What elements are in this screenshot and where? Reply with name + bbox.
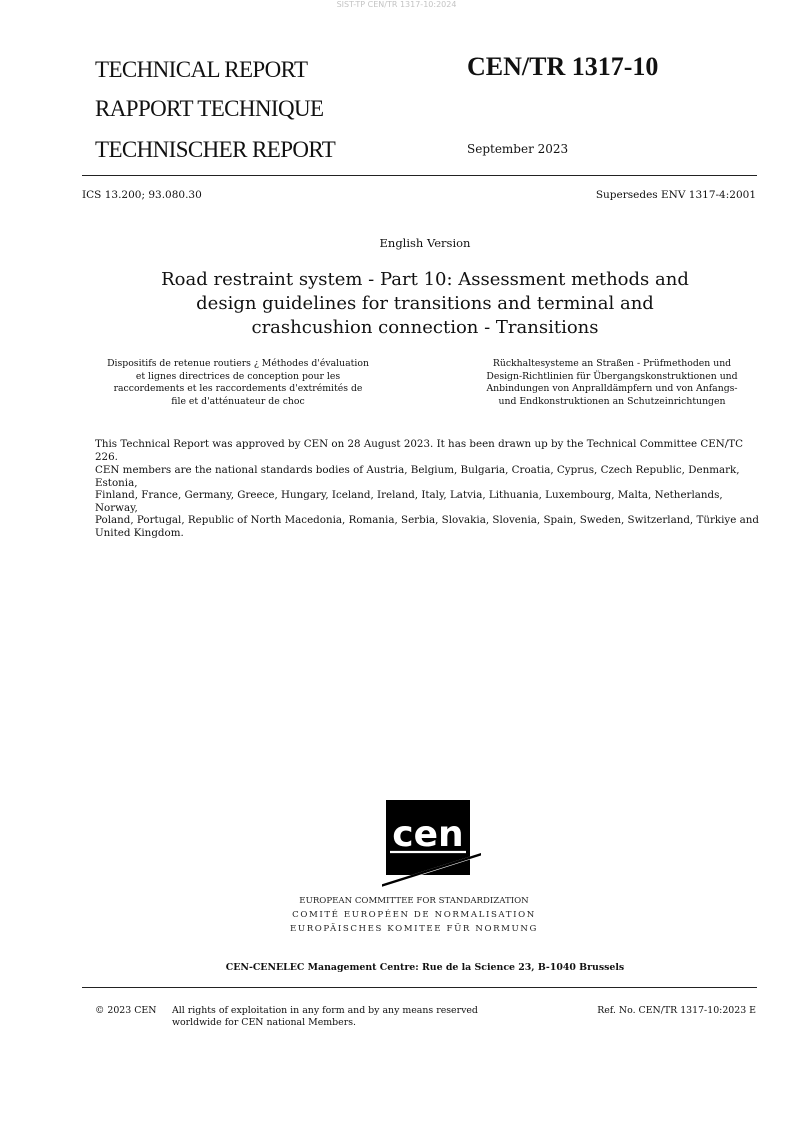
title-line: design guidelines for transitions and terminal and xyxy=(196,293,654,314)
doc-type-en: TECHNICAL REPORT xyxy=(95,57,308,82)
copyright: © 2023 CEN xyxy=(95,1005,157,1016)
publication-date: September 2023 xyxy=(467,142,569,156)
members-line: CEN members are the national standards bodies of Austria, Belgium, Bulgaria, Croatia, Cyprus, Czech Republic, Denmark, Estonia, xyxy=(95,464,740,489)
french-title-line: et lignes directrices de conception pour les xyxy=(135,370,341,382)
members-line: Poland, Portugal, Republic of North Macedonia, Romania, Serbia, Slovakia, Slovenia, Spain, Sweden, Switzerland, Türkiye and xyxy=(95,514,759,526)
supersedes: Supersedes ENV 1317-4:2001 xyxy=(595,189,756,201)
german-title-line: Anbindungen von Anpralldämpfern und von Anfangs- xyxy=(486,383,738,394)
members-statement xyxy=(95,464,759,539)
german-title-line: und Endkonstruktionen an Schutzeinrichtungen xyxy=(498,395,726,407)
german-title-line: Design-Richtlinien für Übergangskonstruktionen und xyxy=(486,370,738,382)
title-line: crashcushion connection - Transitions xyxy=(251,317,599,338)
committee-name-fr: COMITÉ EUROPÉEN DE NORMALISATION xyxy=(292,910,536,920)
rights-line: worldwide for CEN national Members. xyxy=(172,1017,356,1028)
committee-name-en: EUROPEAN COMMITTEE FOR STANDARDIZATION xyxy=(299,896,529,906)
french-title-line: file et d'atténuateur de choc xyxy=(171,395,305,407)
cen-logo-icon xyxy=(382,800,482,890)
members-line: United Kingdom. xyxy=(95,526,184,539)
rights-line: All rights of exploitation in any form and by any means reserved xyxy=(172,1005,478,1016)
logo-text: cen xyxy=(392,814,464,855)
footer-rule xyxy=(82,987,757,988)
members-line: Finland, France, Germany, Greece, Hungary, Iceland, Ireland, Italy, Latvia, Lithuania, Luxembourg, Malta, Netherlands, Norway, xyxy=(95,489,723,514)
doc-type-de: TECHNISCHER REPORT xyxy=(95,137,336,162)
doc-type-fr: RAPPORT TECHNIQUE xyxy=(95,96,324,121)
header-rule xyxy=(82,175,757,176)
german-title-line: Rückhaltesysteme an Straßen - Prüfmethoden und xyxy=(492,358,732,369)
french-title-line: raccordements et les raccordements d'extrémités de xyxy=(113,383,363,394)
reference-number: Ref. No. CEN/TR 1317-10:2023 E xyxy=(597,1005,756,1016)
german-title xyxy=(462,358,762,408)
committee-name-de: EUROPÄISCHES KOMITEE FÜR NORMUNG xyxy=(290,924,538,934)
language-version: English Version xyxy=(379,236,471,250)
document-title xyxy=(130,268,720,340)
ics-code: ICS 13.200; 93.080.30 xyxy=(82,189,202,201)
document-number: CEN/TR 1317-10 xyxy=(467,52,659,81)
watermark: SIST-TP CEN/TR 1317-10:2024 xyxy=(336,0,457,9)
french-title-line: Dispositifs de retenue routiers ¿ Méthodes d'évaluation xyxy=(107,358,369,369)
french-title xyxy=(88,358,388,408)
approval-statement: This Technical Report was approved by CEN on 28 August 2023. It has been drawn up by the Technical Committee CEN/TC 226. xyxy=(95,438,743,463)
title-line: Road restraint system - Part 10: Assessment methods and xyxy=(161,269,689,290)
rights-statement xyxy=(172,1005,532,1029)
management-centre-address: CEN-CENELEC Management Centre: Rue de la Science 23, B-1040 Brussels xyxy=(225,962,625,973)
